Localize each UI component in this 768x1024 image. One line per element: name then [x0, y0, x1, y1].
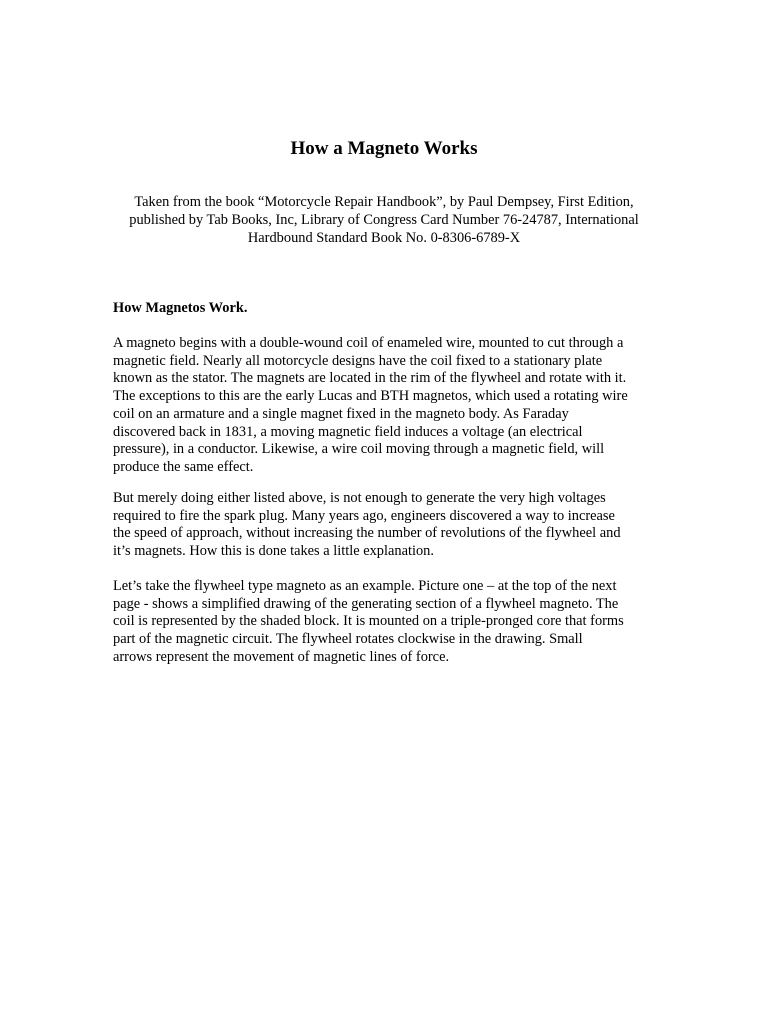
source-line: published by Tab Books, Inc, Library of Congress Card Number 76-24787, International [129, 212, 639, 228]
text-line: known as the stator. The magnets are located in the rim of the flywheel and rotate with it. [113, 370, 627, 387]
paragraph-3 [113, 578, 673, 667]
page-title: How a Magneto Works [290, 138, 478, 159]
text-line: it’s magnets. How this is done takes a little explanation. [113, 543, 434, 560]
text-line: coil on an armature and a single magnet fixed in the magneto body. As Faraday [113, 405, 569, 422]
text-line: part of the magnetic circuit. The flywheel rotates clockwise in the drawing. Small [113, 631, 583, 648]
text-line: But merely doing either listed above, is not enough to generate the very high voltages [113, 490, 606, 506]
paragraph-1 [113, 335, 673, 477]
section-heading: How Magnetos Work. [113, 300, 248, 316]
text-line: magnetic field. Nearly all motorcycle designs have the coil fixed to a stationary plate [113, 352, 603, 369]
text-line: Let’s take the flywheel type magneto as an example. Picture one – at the top of the next [113, 578, 617, 594]
source-line: Hardbound Standard Book No. 0-8306-6789-X [247, 230, 521, 246]
source-line: Taken from the book “Motorcycle Repair Handbook”, by Paul Dempsey, First Edition, [134, 194, 634, 210]
paragraph-2 [113, 490, 673, 561]
text-line: coil is represented by the shaded block. It is mounted on a triple-pronged core that forms [113, 613, 624, 630]
text-line: A magneto begins with a double-wound coil of enameled wire, mounted to cut through a [113, 335, 624, 351]
text-line: the speed of approach, without increasing the number of revolutions of the flywheel and [113, 525, 621, 542]
source-citation [104, 193, 664, 247]
text-line: required to fire the spark plug. Many years ago, engineers discovered a way to increase [113, 507, 615, 524]
text-line: The exceptions to this are the early Lucas and BTH magnetos, which used a rotating wire [113, 388, 628, 405]
text-line: produce the same effect. [113, 458, 254, 475]
text-line: arrows represent the movement of magnetic lines of force. [113, 648, 450, 665]
text-line: page - shows a simplified drawing of the generating section of a flywheel magneto. The [113, 595, 619, 612]
text-line: discovered back in 1831, a moving magnetic field induces a voltage (an electrical [113, 423, 583, 440]
text-line: pressure), in a conductor. Likewise, a wire coil moving through a magnetic field, will [113, 441, 605, 458]
